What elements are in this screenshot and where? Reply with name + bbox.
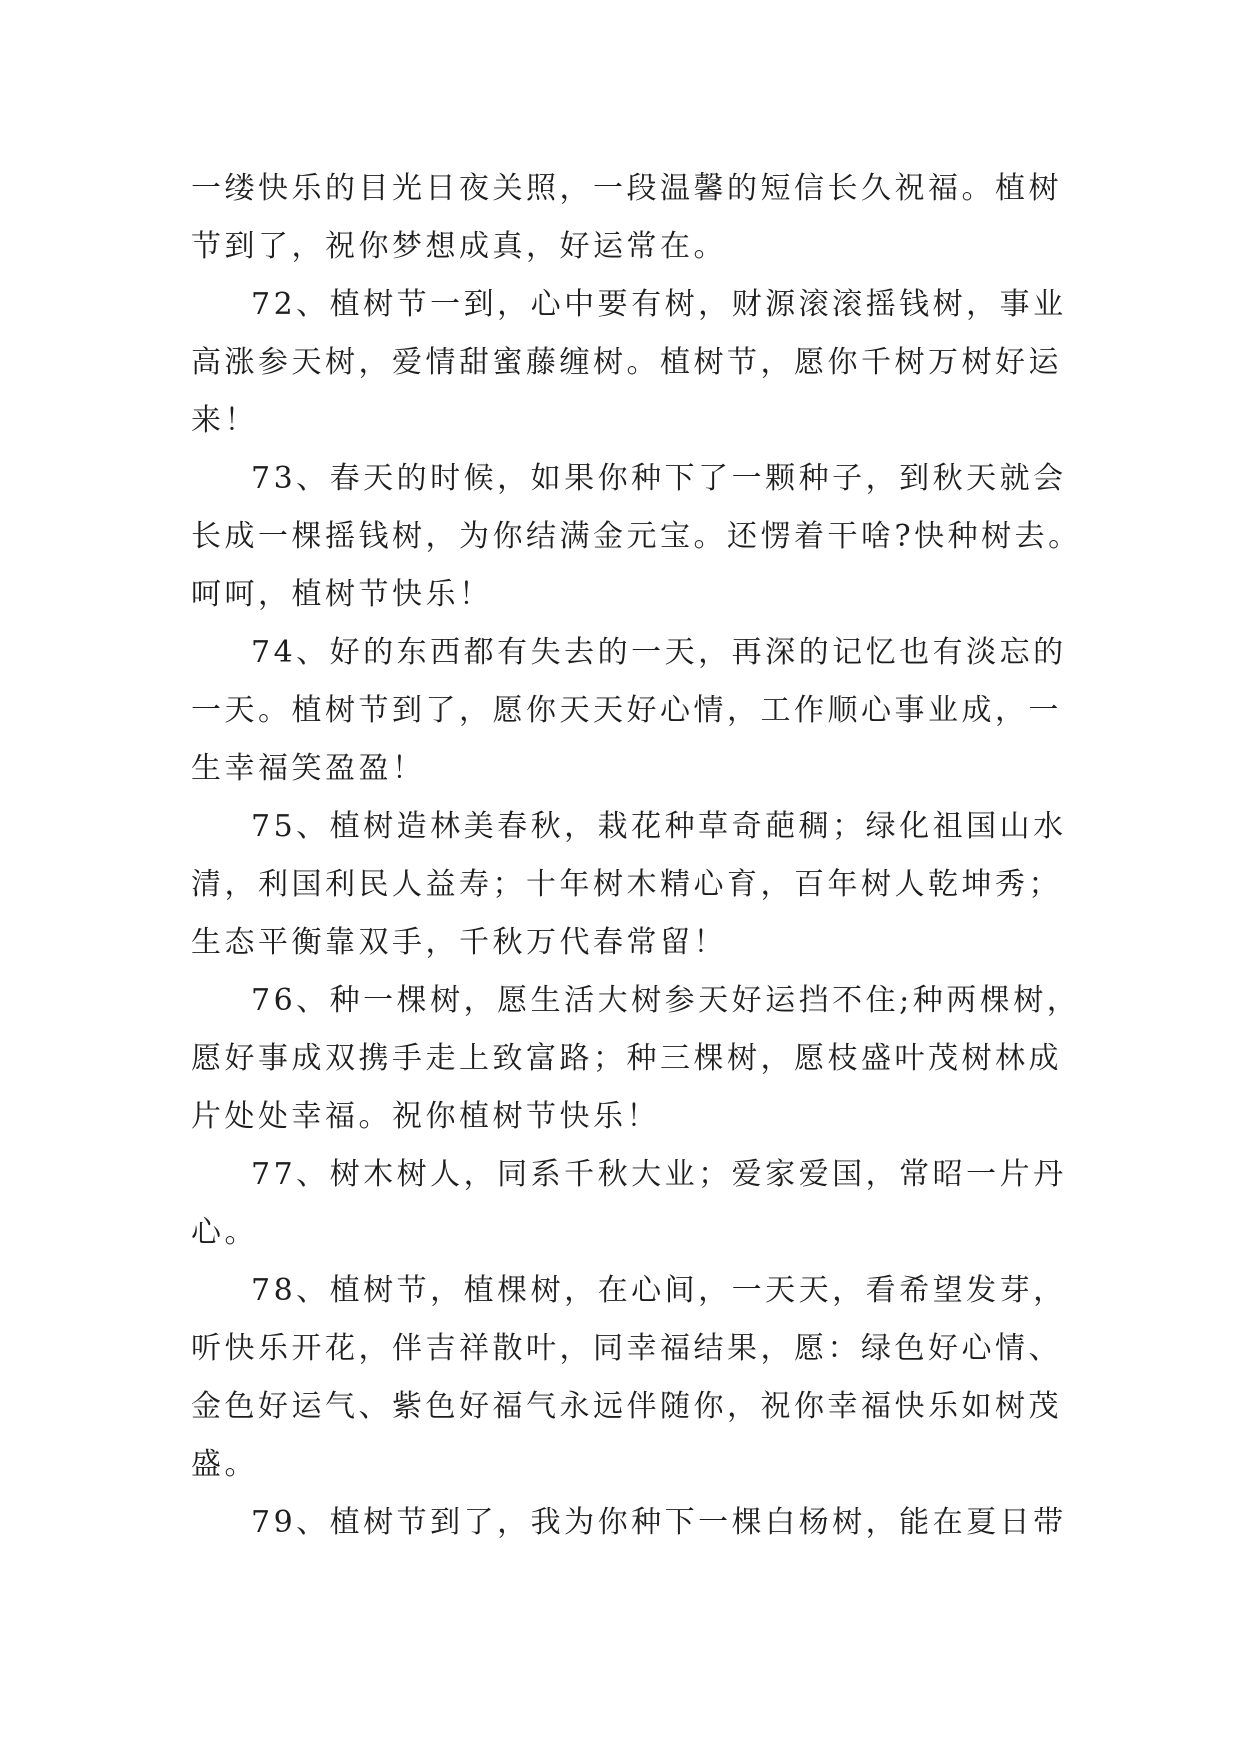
paragraph-72 [191, 276, 1067, 450]
text-line: 77、树木树人，同系千秋大业；爱家爱国，常昭一片丹 [251, 1157, 1067, 1192]
text-line: 76、种一棵树，愿生活大树参天好运挡不住;种两棵树， [251, 983, 1081, 1018]
paragraph-78 [191, 1262, 1067, 1494]
text-line: 74、好的东西都有失去的一天，再深的记忆也有淡忘的 [251, 635, 1067, 670]
text-line: 金色好运气、紫色好福气永远伴随你，祝你幸福快乐如树茂 [191, 1389, 1062, 1424]
text-line: 来！ [191, 403, 258, 438]
text-line: 心。 [191, 1215, 258, 1250]
text-line: 生幸福笑盈盈！ [191, 751, 426, 786]
text-line: 75、植树造林美春秋，栽花种草奇葩稠；绿化祖国山水 [251, 809, 1067, 844]
text-line: 长成一棵摇钱树，为你结满金元宝。还愣着干啥?快种树去。 [191, 519, 1082, 554]
text-line: 清，利国利民人益寿；十年树木精心育，百年树人乾坤秀； [191, 867, 1062, 902]
text-line: 盛。 [191, 1447, 258, 1482]
text-line: 一天。植树节到了，愿你天天好心情，工作顺心事业成，一 [191, 693, 1062, 728]
text-line: 72、植树节一到，心中要有树，财源滚滚摇钱树，事业 [251, 287, 1067, 322]
text-line: 愿好事成双携手走上致富路；种三棵树，愿枝盛叶茂树林成 [191, 1041, 1062, 1076]
text-line: 听快乐开花，伴吉祥散叶，同幸福结果，愿：绿色好心情、 [191, 1331, 1062, 1366]
paragraph-79 [191, 1494, 1067, 1552]
paragraph-74 [191, 624, 1067, 798]
text-line: 73、春天的时候，如果你种下了一颗种子，到秋天就会 [251, 461, 1067, 496]
text-line: 节到了，祝你梦想成真，好运常在。 [191, 229, 727, 264]
paragraph-73 [191, 450, 1082, 624]
text-line: 78、植树节，植棵树，在心间，一天天，看希望发芽， [251, 1273, 1067, 1308]
paragraph-77 [191, 1146, 1067, 1262]
text-line: 呵呵，植树节快乐！ [191, 577, 493, 612]
paragraph-75 [191, 798, 1067, 972]
text-line: 片处处幸福。祝你植树节快乐！ [191, 1099, 660, 1134]
text-line: 79、植树节到了，我为你种下一棵白杨树，能在夏日带 [251, 1505, 1067, 1540]
document-body [191, 160, 1082, 1552]
text-line: 一缕快乐的目光日夜关照，一段温馨的短信长久祝福。植树 [191, 171, 1062, 206]
paragraph-continuation [191, 160, 1061, 276]
paragraph-76 [191, 972, 1081, 1146]
text-line: 生态平衡靠双手，千秋万代春常留！ [191, 925, 727, 960]
text-line: 高涨参天树，爱情甜蜜藤缠树。植树节，愿你千树万树好运 [191, 345, 1062, 380]
